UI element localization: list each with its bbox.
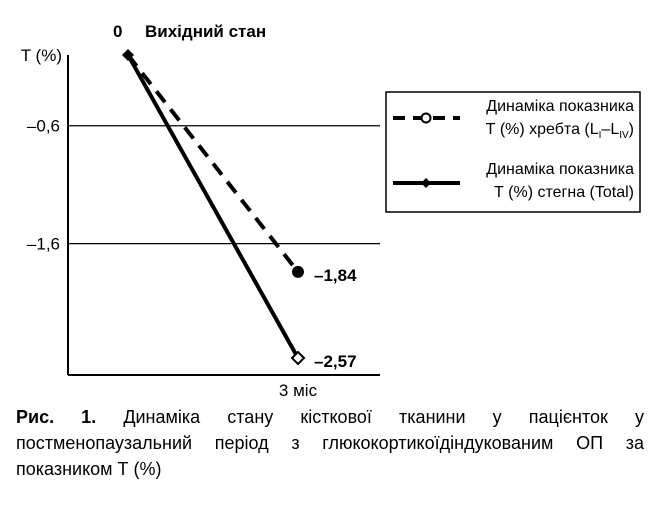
series-line-spine (128, 55, 298, 272)
caption-figure-label: Рис. 1. (16, 407, 97, 427)
legend-label-hip-line1: Динаміка показника (486, 161, 634, 178)
y-axis-title: T (%) (20, 46, 62, 65)
x-tick-label-end: 3 міс (278, 381, 318, 400)
y-tick-label: –1,6 (26, 234, 60, 254)
legend-spine-part-mid: –L (601, 121, 620, 138)
series-line-hip (128, 55, 298, 358)
legend-spine-part-end: ) (628, 121, 634, 138)
legend (386, 92, 640, 212)
legend-spine-part-main: Т (%) хребта (L (485, 121, 599, 138)
series-spine-end-marker (292, 266, 304, 278)
legend-label-spine-line1: Динаміка показника (486, 98, 634, 115)
legend-spine-sub2: IV (619, 130, 629, 141)
legend-spine-sub1: I (598, 130, 602, 141)
figure-caption (16, 404, 644, 482)
caption-text: Динаміка стану кісткової тканини у пацієнток у постменопаузальний період з глюкокортикоїдіндукованим ОП за показником Т (%) (16, 407, 644, 479)
legend-marker-spine (422, 114, 431, 123)
y-tick-label: –0,6 (26, 116, 60, 136)
data-label-hip-end: –2,57 (314, 352, 357, 371)
data-label-spine-end: –1,84 (314, 265, 357, 285)
x-annotation-start: Вихідний стан (145, 22, 267, 41)
legend-label-hip-line2: Т (%) стегна (Total) (493, 184, 634, 201)
x-tick-label-start: 0 (113, 22, 123, 41)
